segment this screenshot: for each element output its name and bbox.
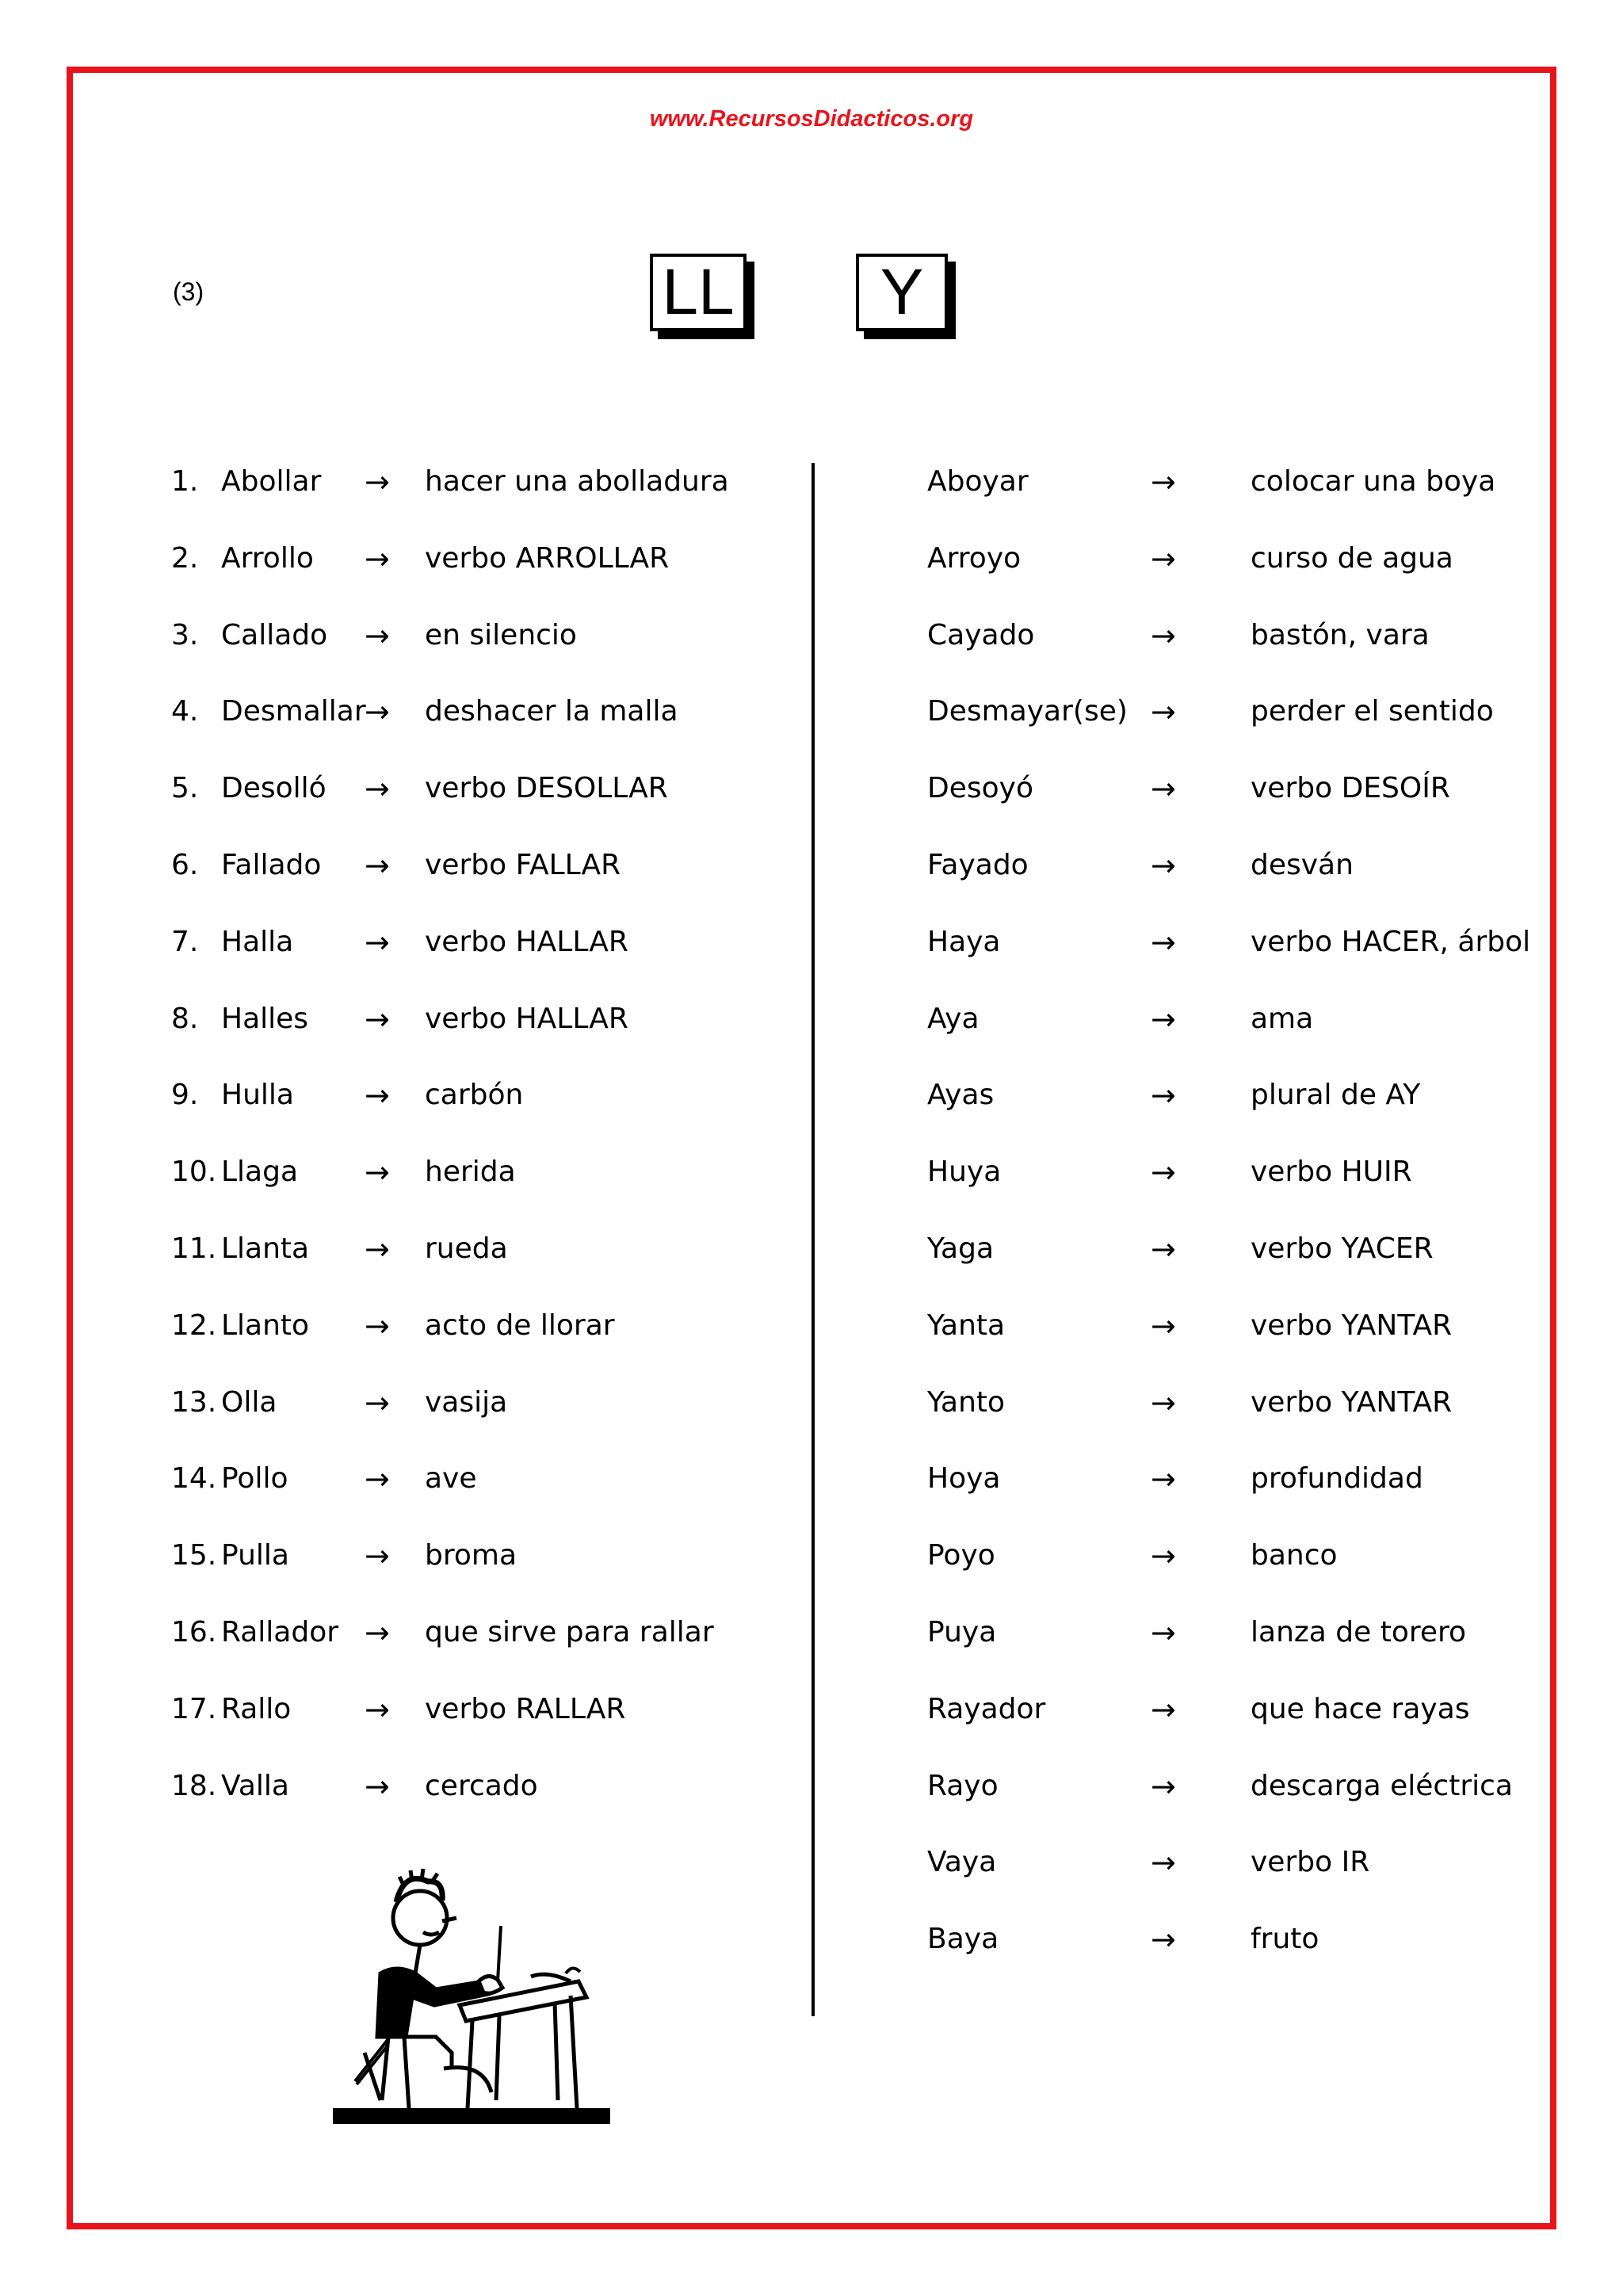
ll-definition: deshacer la malla (425, 695, 678, 728)
ll-definition: rueda (425, 1232, 508, 1265)
table-row (0, 463, 1623, 501)
arrow-icon: → (1151, 1615, 1176, 1650)
arrow-icon: → (365, 848, 390, 883)
ll-definition: hacer una abolladura (425, 465, 729, 498)
table-row (0, 617, 1623, 655)
ll-item-number: 14. (171, 1462, 217, 1496)
table-row (0, 1000, 1623, 1038)
y-definition: bastón, vara (1251, 618, 1430, 651)
y-definition: verbo HUIR (1251, 1156, 1412, 1189)
ll-item-number: 7. (171, 925, 199, 958)
ll-item-number: 2. (171, 541, 199, 575)
arrow-icon: → (365, 1461, 390, 1497)
y-word: Vaya (927, 1846, 997, 1879)
table-row (0, 1153, 1623, 1191)
arrow-icon: → (1151, 1691, 1176, 1727)
table-row (0, 1460, 1623, 1498)
ll-definition: verbo ARROLLAR (425, 541, 670, 575)
letter-box-ll: LL (650, 254, 747, 331)
ll-definition: acto de llorar (425, 1308, 615, 1342)
table-row (0, 1076, 1623, 1114)
ll-word: Valla (221, 1769, 289, 1802)
table-row (0, 770, 1623, 808)
arrow-icon: → (365, 1308, 390, 1343)
table-row (0, 923, 1623, 961)
arrow-icon: → (1151, 1461, 1176, 1497)
y-definition: perder el sentido (1251, 695, 1494, 728)
ll-definition: ave (425, 1462, 477, 1496)
arrow-icon: → (365, 1232, 390, 1266)
table-row (0, 693, 1623, 731)
arrow-icon: → (1151, 617, 1176, 653)
ll-word: Abollar (221, 465, 322, 498)
y-word: Aboyar (927, 465, 1029, 498)
ll-item-number: 16. (171, 1616, 217, 1648)
table-row (0, 1307, 1623, 1345)
y-definition: verbo YACER (1251, 1232, 1434, 1265)
table-row (0, 846, 1623, 884)
y-word: Aya (927, 1002, 980, 1035)
y-definition: que hace rayas (1251, 1692, 1470, 1725)
ll-definition: verbo RALLAR (425, 1692, 626, 1725)
arrow-icon: → (1151, 771, 1176, 807)
y-definition: verbo YANTAR (1251, 1385, 1453, 1419)
ll-definition: herida (425, 1156, 516, 1189)
y-definition: verbo DESOÍR (1251, 772, 1450, 805)
ll-item-number: 5. (171, 772, 199, 805)
y-word: Poyo (927, 1539, 995, 1572)
student-writing-illustration (333, 1862, 618, 2124)
y-word: Haya (927, 925, 1001, 958)
arrow-icon: → (1151, 464, 1176, 499)
arrow-icon: → (1151, 1385, 1176, 1420)
arrow-icon: → (365, 771, 390, 807)
y-word: Puya (927, 1616, 997, 1648)
y-word: Yaga (927, 1232, 995, 1265)
arrow-icon: → (365, 464, 390, 499)
ll-item-number: 3. (171, 618, 199, 651)
ll-item-number: 9. (171, 1079, 199, 1112)
ll-item-number: 8. (171, 1002, 199, 1035)
arrow-icon: → (1151, 1538, 1176, 1574)
arrow-icon: → (365, 541, 390, 576)
ll-word: Llaga (221, 1156, 299, 1189)
y-definition: colocar una boya (1251, 465, 1496, 498)
ll-word: Callado (221, 618, 328, 651)
ll-item-number: 11. (171, 1232, 217, 1265)
arrow-icon: → (365, 617, 390, 653)
ll-word: Llanto (221, 1308, 310, 1342)
ll-word: Hulla (221, 1079, 294, 1112)
y-word: Rayo (927, 1769, 999, 1802)
y-word: Arroyo (927, 541, 1022, 575)
y-definition: verbo IR (1251, 1846, 1370, 1879)
ll-word: Pulla (221, 1539, 289, 1572)
table-row (0, 1690, 1623, 1729)
ll-definition: verbo FALLAR (425, 849, 621, 881)
ll-item-number: 1. (171, 465, 199, 498)
table-row (0, 1614, 1623, 1652)
y-definition: desván (1251, 849, 1354, 881)
ll-definition: verbo DESOLLAR (425, 772, 668, 805)
ll-word: Rallo (221, 1692, 292, 1725)
ll-word: Halla (221, 925, 294, 958)
site-url[interactable]: www.RecursosDidacticos.org (649, 106, 974, 132)
y-word: Fayado (927, 849, 1029, 881)
y-definition: profundidad (1251, 1462, 1423, 1496)
ll-item-number: 6. (171, 849, 199, 881)
arrow-icon: → (1151, 541, 1176, 576)
arrow-icon: → (1151, 1308, 1176, 1343)
table-row (0, 1843, 1623, 1881)
ll-word: Desmallar (221, 695, 366, 728)
y-word: Baya (927, 1923, 999, 1956)
arrow-icon: → (365, 1615, 390, 1650)
ll-definition: broma (425, 1539, 517, 1572)
ll-word: Pollo (221, 1462, 288, 1496)
arrow-icon: → (1151, 1155, 1176, 1190)
arrow-icon: → (365, 1538, 390, 1574)
ll-word: Fallado (221, 849, 322, 881)
arrow-icon: → (365, 924, 390, 960)
ll-item-number: 12. (171, 1308, 217, 1342)
table-row (0, 1767, 1623, 1805)
arrow-icon: → (1151, 1001, 1176, 1037)
y-definition: verbo HACER, árbol (1251, 925, 1531, 958)
ll-word: Arrollo (221, 541, 314, 575)
table-row (0, 540, 1623, 578)
ll-definition: que sirve para rallar (425, 1616, 714, 1648)
y-word: Huya (927, 1156, 1002, 1189)
y-word: Hoya (927, 1462, 1001, 1496)
ll-item-number: 13. (171, 1385, 217, 1419)
ll-definition: carbón (425, 1079, 524, 1112)
arrow-icon: → (1151, 1768, 1176, 1804)
arrow-icon: → (1151, 1078, 1176, 1114)
y-definition: descarga eléctrica (1251, 1769, 1513, 1802)
y-word: Cayado (927, 618, 1035, 651)
arrow-icon: → (1151, 1232, 1176, 1266)
y-definition: ama (1251, 1002, 1314, 1035)
ll-item-number: 10. (171, 1156, 217, 1189)
arrow-icon: → (1151, 1845, 1176, 1881)
table-row (0, 1384, 1623, 1422)
ll-item-number: 17. (171, 1692, 217, 1725)
y-definition: verbo YANTAR (1251, 1308, 1453, 1342)
arrow-icon: → (1151, 848, 1176, 883)
ll-definition: en silencio (425, 618, 577, 651)
ll-item-number: 4. (171, 695, 199, 728)
letter-box-y: Y (856, 254, 948, 331)
y-definition: banco (1251, 1539, 1338, 1572)
ll-word: Desolló (221, 772, 327, 805)
y-definition: plural de AY (1251, 1079, 1421, 1112)
arrow-icon: → (365, 1691, 390, 1727)
table-row (0, 1230, 1623, 1268)
ll-definition: vasija (425, 1385, 508, 1419)
ll-word: Llanta (221, 1232, 310, 1265)
arrow-icon: → (365, 1001, 390, 1037)
ll-definition: cercado (425, 1769, 538, 1802)
y-word: Rayador (927, 1692, 1046, 1725)
ll-word: Olla (221, 1385, 277, 1419)
ll-definition: verbo HALLAR (425, 1002, 628, 1035)
arrow-icon: → (365, 1385, 390, 1420)
ll-definition: verbo HALLAR (425, 925, 628, 958)
ll-item-number: 18. (171, 1769, 217, 1802)
y-definition: lanza de torero (1251, 1616, 1467, 1648)
arrow-icon: → (365, 1078, 390, 1114)
y-word: Yanta (927, 1308, 1006, 1342)
y-word: Ayas (927, 1079, 995, 1112)
arrow-icon: → (365, 1155, 390, 1190)
page-number: (3) (173, 277, 204, 306)
arrow-icon: → (365, 1768, 390, 1804)
y-word: Desoyó (927, 772, 1033, 805)
table-row (0, 1920, 1623, 1958)
y-definition: fruto (1251, 1923, 1319, 1956)
ll-word: Halles (221, 1002, 309, 1035)
y-definition: curso de agua (1251, 541, 1453, 575)
ll-word: Rallador (221, 1616, 339, 1648)
arrow-icon: → (1151, 694, 1176, 730)
y-word: Yanto (927, 1385, 1006, 1419)
table-row (0, 1537, 1623, 1575)
arrow-icon: → (365, 694, 390, 730)
arrow-icon: → (1151, 924, 1176, 960)
ll-item-number: 15. (171, 1539, 217, 1572)
arrow-icon: → (1151, 1922, 1176, 1958)
y-word: Desmayar(se) (927, 695, 1128, 728)
